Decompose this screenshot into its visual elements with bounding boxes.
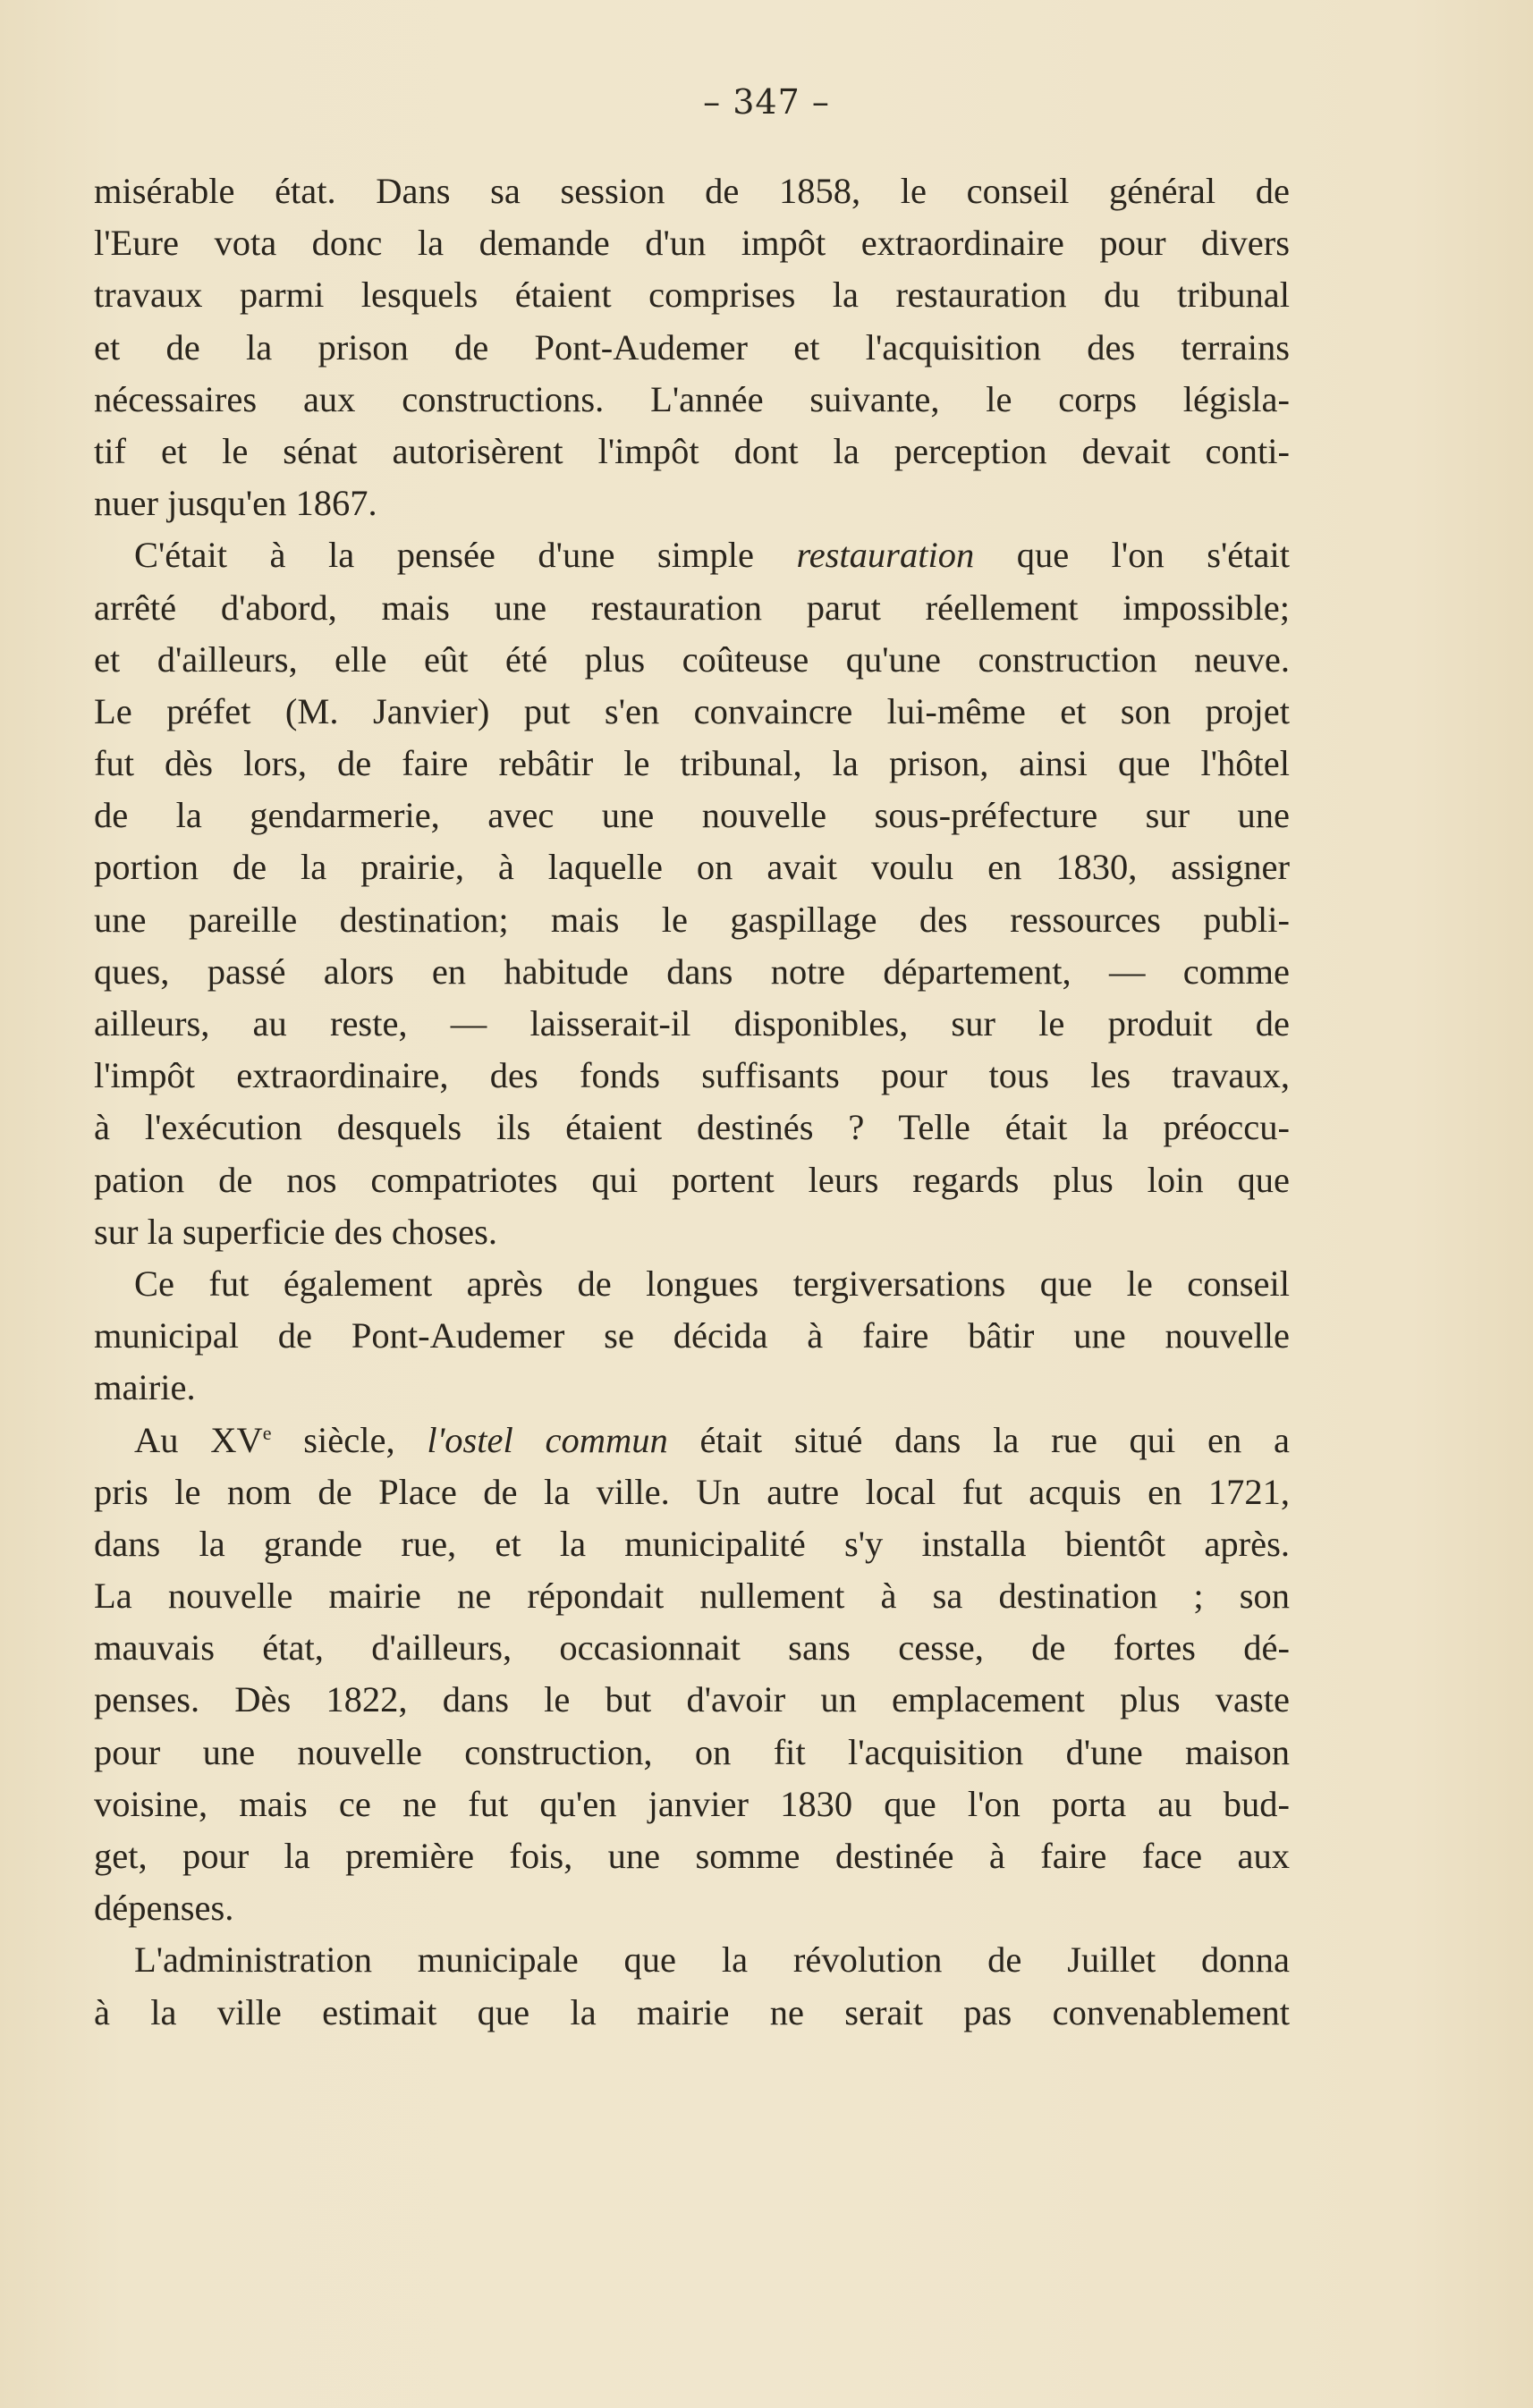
text-segment: Au XV (134, 1419, 263, 1460)
text-line (94, 1154, 1290, 1206)
italic-text: l'ostel commun (427, 1419, 668, 1460)
text-segment: à la ville estimait que la mairie ne serait pas convenablement (94, 1991, 1290, 2032)
superscript: e (262, 1421, 272, 1444)
text-line (94, 217, 1290, 269)
text-segment: et d'ailleurs, elle eût été plus coûteuse qu'une construction neuve. (94, 638, 1290, 680)
text-line (94, 1987, 1290, 2039)
text-segment: ailleurs, au reste, — laisserait-il disponibles, sur le produit de (94, 1003, 1290, 1043)
text-line (94, 1934, 1290, 1986)
text-segment: nécessaires aux constructions. L'année suivante, le corps législa- (94, 378, 1290, 419)
text-segment: mauvais état, d'ailleurs, occasionnait sans cesse, de fortes dé- (94, 1627, 1290, 1669)
text-segment: de la gendarmerie, avec une nouvelle sous-préfecture sur une (94, 795, 1290, 836)
text-segment: Le préfet (M. Janvier) put s'en convaincre lui-même et son projet (94, 690, 1290, 731)
text-segment: penses. Dès 1822, dans le but d'avoir un emplacement plus vaste (94, 1679, 1290, 1720)
text-line (94, 529, 1290, 581)
text-line (94, 477, 1290, 529)
text-segment: l'impôt extraordinaire, des fonds suffisants pour tous les travaux, (94, 1055, 1290, 1096)
text-segment: l'Eure vota donc la demande d'un impôt extraordinaire pour divers (94, 223, 1290, 264)
text-segment: était situé dans la rue qui en a (667, 1419, 1290, 1460)
text-segment: pris le nom de Place de la ville. Un autre local fut acquis en 1721, (94, 1471, 1290, 1512)
text-segment: L'administration municipale que la révolution de Juillet donna (134, 1939, 1290, 1981)
text-line (94, 1258, 1290, 1310)
text-line (94, 1050, 1290, 1102)
text-segment: La nouvelle mairie ne répondait nullement à sa destination ; son (94, 1576, 1290, 1617)
italic-text: restauration (796, 535, 975, 576)
text-line (94, 894, 1290, 946)
text-line (94, 322, 1290, 374)
text-segment: arrêté d'abord, mais une restauration parut réellement impossible; (94, 587, 1290, 628)
text-line (94, 1206, 1290, 1258)
text-segment: pour une nouvelle construction, on fit l'acquisition d'une maison (94, 1731, 1290, 1772)
text-segment: dépenses. (94, 1888, 234, 1929)
text-segment: pation de nos compatriotes qui portent leurs regards plus loin que (94, 1159, 1290, 1200)
text-segment: get, pour la première fois, une somme destinée à faire face aux (94, 1836, 1290, 1876)
text-segment: portion de la prairie, à laquelle on avait voulu en 1830, assigner (94, 847, 1290, 888)
text-segment: travaux parmi lesquels étaient comprises la restauration du tribunal (94, 275, 1290, 316)
text-segment: municipal de Pont-Audemer se décida à faire bâtir une nouvelle (94, 1315, 1290, 1356)
text-line (94, 374, 1290, 426)
text-segment: que l'on s'était (974, 535, 1290, 576)
text-segment: à l'exécution desquels ils étaient destinés ? Telle était la préoccu- (94, 1107, 1290, 1148)
text-line (94, 790, 1290, 841)
text-line (94, 1830, 1290, 1882)
text-line (94, 1882, 1290, 1934)
text-segment: et de la prison de Pont-Audemer et l'acquisition des terrains (94, 326, 1290, 368)
text-line (94, 582, 1290, 634)
text-line (94, 426, 1290, 477)
page-number: – 347 – (703, 82, 830, 122)
text-segment: sur la superficie des choses. (94, 1211, 497, 1252)
text-line (94, 1518, 1290, 1570)
text-line (94, 1362, 1290, 1414)
text-segment: une pareille destination; mais le gaspillage des ressources publi- (94, 899, 1290, 940)
text-line (94, 946, 1290, 998)
text-segment: siècle, (271, 1419, 428, 1460)
text-segment: dans la grande rue, et la municipalité s'y installa bientôt après. (94, 1523, 1290, 1564)
text-segment: fut dès lors, de faire rebâtir le tribunal, la prison, ainsi que l'hôtel (94, 743, 1290, 784)
text-line (94, 998, 1290, 1050)
text-line (94, 738, 1290, 790)
text-line (94, 841, 1290, 893)
text-line (94, 1622, 1290, 1674)
text-line (94, 1415, 1290, 1466)
text-line (94, 269, 1290, 321)
text-segment: nuer jusqu'en 1867. (94, 483, 377, 524)
text-line (94, 165, 1290, 217)
text-line (94, 1310, 1290, 1362)
text-line (94, 1102, 1290, 1153)
text-segment: misérable état. Dans sa session de 1858, le conseil général de (94, 171, 1290, 211)
text-segment: tif et le sénat autorisèrent l'impôt dont la perception devait conti- (94, 430, 1290, 471)
text-line (94, 634, 1290, 686)
text-line (94, 1779, 1290, 1830)
text-line (94, 1466, 1290, 1518)
text-segment: mairie. (94, 1367, 196, 1408)
text-line (94, 1727, 1290, 1779)
text-line (94, 1570, 1290, 1622)
text-segment: voisine, mais ce ne fut qu'en janvier 1830 que l'on porta au bud- (94, 1783, 1290, 1824)
body-text (94, 165, 1290, 2039)
text-segment: ques, passé alors en habitude dans notre département, — comme (94, 951, 1290, 992)
text-line (94, 686, 1290, 738)
text-segment: Ce fut également après de longues tergiversations que le conseil (134, 1263, 1290, 1304)
text-segment: C'était à la pensée d'une simple (134, 535, 797, 576)
text-line (94, 1674, 1290, 1726)
